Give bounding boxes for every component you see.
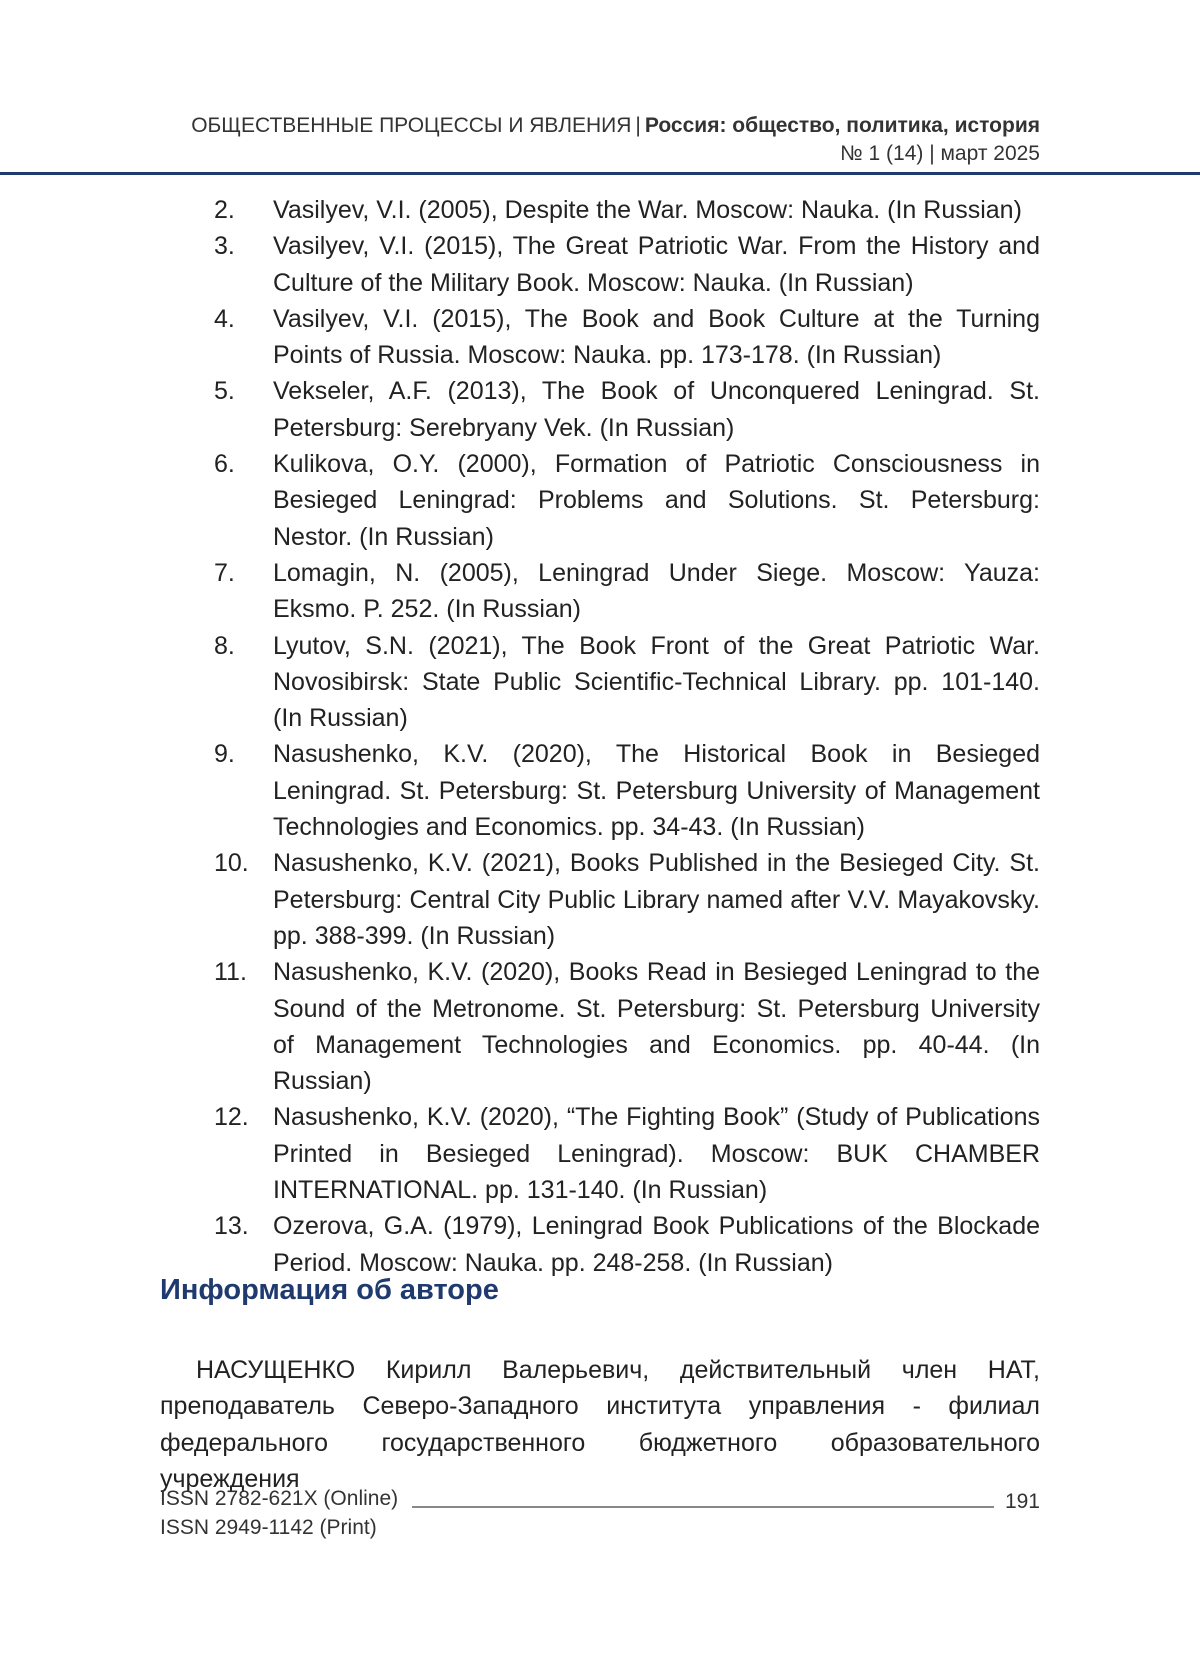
reference-text: Lomagin, N. (2005), Leningrad Under Siege. Moscow: Yauza: Eksmo. P. 252. (In Russian): [273, 558, 1040, 624]
header-separator: |: [635, 114, 641, 137]
reference-text: Kulikova, O.Y. (2000), Formation of Patriotic Consciousness in Besieged Leningrad: Problems and Solutions. St. Petersburg: Nestor. (In Russian): [273, 450, 1040, 551]
reference-item: [214, 845, 1040, 954]
author-info-heading: Информация об авторе: [160, 1274, 499, 1306]
reference-item: [214, 446, 1040, 555]
reference-item: [214, 228, 1040, 301]
page-number: 191: [1004, 1490, 1040, 1513]
running-header: [191, 112, 1040, 168]
reference-text: Nasushenko, K.V. (2021), Books Published in the Besieged City. St. Petersburg: Central City Public Library named after V.V. Mayakovsky. pp. 388-399. (In Russian): [273, 849, 1040, 950]
reference-text: Nasushenko, K.V. (2020), Books Read in Besieged Leningrad to the Sound of the Metronome. St. Petersburg: St. Petersburg University of Management Technologies and Economics. pp. 40-44. (In Russian): [273, 958, 1040, 1096]
reference-text: Vasilyev, V.I. (2015), The Great Patriotic War. From the History and Culture of the Military Book. Moscow: Nauka. (In Russian): [273, 232, 1040, 297]
reference-text: Vasilyev, V.I. (2005), Despite the War. Moscow: Nauka. (In Russian): [273, 196, 1022, 224]
reference-item: [214, 373, 1040, 446]
reference-item: [214, 736, 1040, 845]
header-journal-title: Россия: общество, политика, история: [644, 114, 1040, 137]
reference-item: [214, 954, 1040, 1099]
reference-list: [214, 192, 1040, 1281]
reference-text: Nasushenko, K.V. (2020), “The Fighting Book” (Study of Publications Printed in Besieged Leningrad). Moscow: BUK CHAMBER INTERNATIONAL. pp. 131-140. (In Russian): [273, 1103, 1040, 1205]
reference-item: [214, 301, 1040, 374]
reference-item: [214, 192, 1040, 228]
reference-number: 10.: [214, 849, 249, 878]
reference-number: 2.: [214, 196, 235, 224]
issn-online: ISSN 2782-621X (Online): [160, 1487, 399, 1510]
reference-item: [214, 1099, 1040, 1208]
reference-number: 4.: [214, 304, 235, 333]
reference-number: 8.: [214, 631, 235, 660]
header-line-1: [191, 112, 1040, 140]
reference-text: Ozerova, G.A. (1979), Leningrad Book Publications of the Blockade Period. Moscow: Nauka. pp. 248-258. (In Russian): [273, 1212, 1040, 1277]
reference-text: Vasilyev, V.I. (2015), The Book and Book Culture at the Turning Points of Russia. Moscow: Nauka. pp. 173-178. (In Russian): [273, 304, 1040, 370]
reference-text: Vekseler, A.F. (2013), The Book of Unconquered Leningrad. St. Petersburg: Serebryany Vek. (In Russian): [273, 377, 1040, 442]
reference-text: Nasushenko, K.V. (2020), The Historical Book in Besieged Leningrad. St. Petersburg: St. Petersburg University of Management Technologies and Economics. pp. 34-43. (In Russian): [273, 740, 1040, 842]
header-divider: [0, 172, 1200, 175]
reference-number: 6.: [214, 450, 235, 479]
reference-number: 13.: [214, 1212, 249, 1241]
reference-number: 9.: [214, 740, 235, 769]
footer-divider: [412, 1506, 994, 1508]
footer-issn: [160, 1484, 398, 1542]
reference-item: [214, 1208, 1040, 1281]
author-bio-paragraph: НАСУЩЕНКО Кирилл Валерьевич, действительный член НАТ, преподаватель Северо-Западного института управления - филиал федерального государственного бюджетного образовательного учреждения: [160, 1356, 1040, 1493]
reference-number: 12.: [214, 1103, 249, 1132]
reference-text: Lyutov, S.N. (2021), The Book Front of the Great Patriotic War. Novosibirsk: State Public Scientific-Technical Library. pp. 101-140. (In Russian): [273, 631, 1040, 733]
reference-item: [214, 628, 1040, 737]
reference-item: [214, 555, 1040, 628]
issn-print: ISSN 2949-1142 (Print): [160, 1516, 377, 1539]
header-issue: № 1 (14) | март 2025: [840, 142, 1040, 165]
reference-number: 7.: [214, 558, 235, 587]
reference-number: 11.: [214, 958, 247, 987]
reference-number: 5.: [214, 377, 235, 406]
reference-number: 3.: [214, 232, 235, 261]
header-section: ОБЩЕСТВЕННЫЕ ПРОЦЕССЫ И ЯВЛЕНИЯ: [191, 114, 632, 137]
